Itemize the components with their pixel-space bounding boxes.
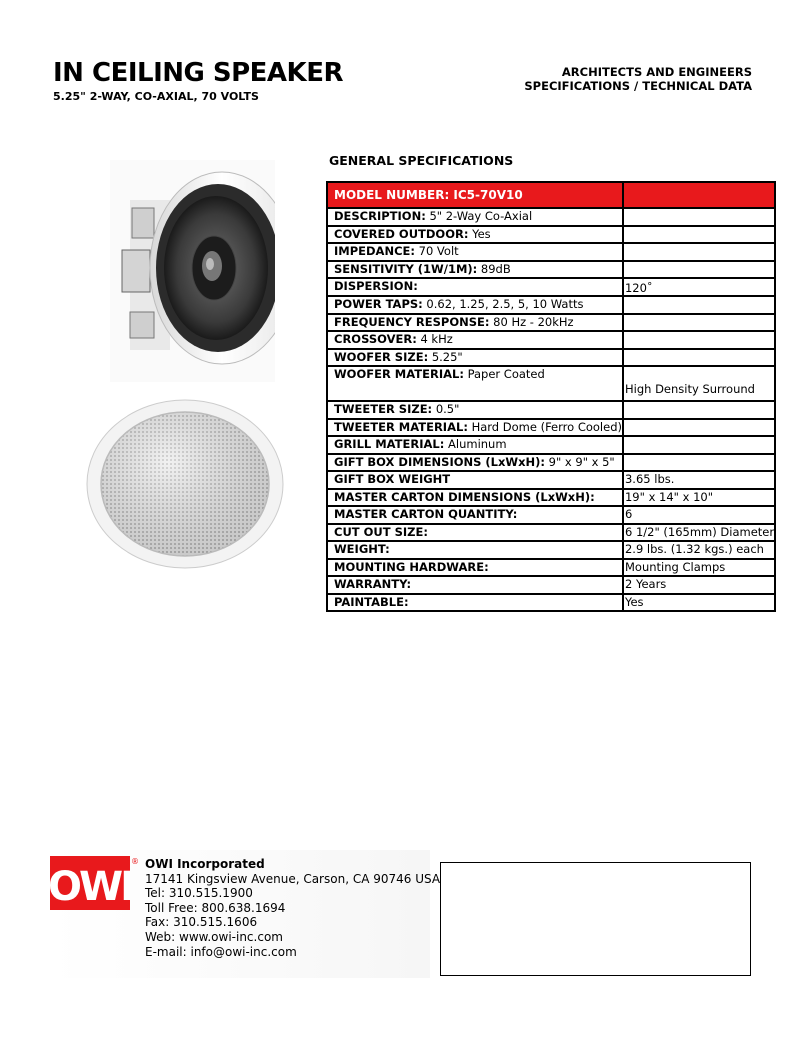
- heading-line-1: ARCHITECTS AND ENGINEERS: [561, 65, 752, 79]
- spec-label: CUT OUT SIZE:: [334, 524, 428, 539]
- spec-right-value: 6: [624, 507, 633, 521]
- spec-cell-left: [327, 226, 623, 244]
- spec-cell-right: [623, 436, 775, 454]
- spec-value: 70 Volt: [418, 244, 459, 258]
- spec-label: TWEETER MATERIAL:: [334, 419, 468, 434]
- spec-label: CROSSOVER:: [334, 332, 417, 346]
- spec-right-value: 2.9 lbs. (1.32 kgs.) each: [624, 542, 764, 556]
- spec-cell-left: [327, 366, 623, 401]
- spec-value: 4 kHz: [420, 332, 453, 346]
- spec-cell-left: [327, 471, 623, 489]
- spec-row: [327, 314, 775, 332]
- company-address: 17141 Kingsview Avenue, Carson, CA 90746 USA: [145, 871, 441, 886]
- toll-free-number: Toll Free: 800.638.1694: [145, 900, 286, 915]
- spec-label: GIFT BOX WEIGHT: [334, 472, 451, 486]
- spec-value: 0.62, 1.25, 2.5, 5, 10 Watts: [426, 297, 584, 311]
- spec-cell-right: [623, 208, 775, 226]
- spec-label: COVERED OUTDOOR:: [334, 226, 469, 241]
- spec-cell-left: [327, 594, 623, 612]
- spec-cell-right: [623, 366, 775, 401]
- spec-row: [327, 576, 775, 594]
- spec-right-value: Mounting Clamps: [624, 559, 726, 574]
- spec-label: GRILL MATERIAL:: [334, 437, 445, 451]
- spec-value: 89dB: [480, 261, 511, 276]
- spec-cell-right: [623, 349, 775, 367]
- spec-right-value: High Density Surround: [624, 382, 755, 396]
- notes-box: [440, 862, 751, 976]
- spec-value: 80 Hz - 20kHz: [493, 314, 574, 329]
- spec-cell-right: [623, 454, 775, 472]
- spec-right-value: 3.65 lbs.: [624, 472, 675, 486]
- spec-cell-left: [327, 559, 623, 577]
- company-name: OWI Incorporated: [145, 857, 265, 871]
- spec-cell-right: [623, 261, 775, 279]
- spec-label: MASTER CARTON DIMENSIONS (LxWxH):: [334, 489, 595, 504]
- spec-cell-left: [327, 314, 623, 332]
- spec-row: [327, 594, 775, 612]
- owi-logo: [50, 856, 130, 910]
- spec-label: GIFT BOX DIMENSIONS (LxWxH):: [334, 454, 546, 469]
- spec-right-value: 2 Years: [624, 577, 667, 591]
- spec-cell-left: [327, 576, 623, 594]
- contact-info: [145, 857, 440, 959]
- spec-value: 5" 2-Way Co-Axial: [429, 209, 533, 223]
- spec-cell-right: [623, 576, 775, 594]
- spec-row: [327, 261, 775, 279]
- spec-label: FREQUENCY RESPONSE:: [334, 314, 490, 329]
- spec-label: WOOFER MATERIAL:: [334, 367, 464, 381]
- spec-label: WARRANTY:: [334, 577, 412, 591]
- spec-row: [327, 559, 775, 577]
- spec-right-value: 19" x 14" x 10": [624, 489, 713, 504]
- logo-text: OWI: [50, 864, 130, 910]
- spec-label: TWEETER SIZE:: [334, 402, 433, 416]
- spec-row: [327, 208, 775, 226]
- page-subtitle: 5.25" 2-WAY, CO-AXIAL, 70 VOLTS: [53, 90, 259, 103]
- spec-value: 0.5": [435, 402, 460, 416]
- spec-cell-left: [327, 349, 623, 367]
- spec-label: WEIGHT:: [334, 542, 390, 556]
- spec-label: WOOFER SIZE:: [334, 349, 429, 364]
- speaker-side-photo: [110, 160, 275, 382]
- spec-row: [327, 436, 775, 454]
- spec-cell-right: [623, 226, 775, 244]
- spec-cell-left: [327, 524, 623, 542]
- spec-row: [327, 226, 775, 244]
- spec-row: [327, 471, 775, 489]
- spec-label: MOUNTING HARDWARE:: [334, 559, 489, 574]
- spec-row: [327, 541, 775, 559]
- spec-row: [327, 419, 775, 437]
- spec-cell-left: [327, 454, 623, 472]
- spec-cell-left: [327, 436, 623, 454]
- spec-value: Paper Coated: [467, 367, 545, 381]
- spec-row: [327, 278, 775, 296]
- spec-right-value: 120˚: [624, 281, 653, 295]
- spec-label: DISPERSION:: [334, 279, 418, 293]
- model-number: MODEL NUMBER: IC5-70V10: [327, 182, 623, 208]
- spec-cell-left: [327, 506, 623, 524]
- spec-row: [327, 524, 775, 542]
- spec-label: DESCRIPTION:: [334, 209, 426, 223]
- spec-cell-right: [623, 471, 775, 489]
- phone-number: Tel: 310.515.1900: [145, 886, 253, 901]
- spec-row: [327, 366, 775, 401]
- spec-value: 5.25": [431, 349, 463, 364]
- spec-cell-right: [623, 278, 775, 296]
- spec-row: [327, 506, 775, 524]
- spec-row: [327, 243, 775, 261]
- spec-row: [327, 401, 775, 419]
- spec-cell-right: [623, 314, 775, 332]
- spec-label: PAINTABLE:: [334, 594, 409, 609]
- spec-cell-left: [327, 419, 623, 437]
- spec-cell-right: [623, 243, 775, 261]
- page-title: IN CEILING SPEAKER: [53, 58, 343, 88]
- spec-cell-left: [327, 261, 623, 279]
- spec-cell-left: [327, 331, 623, 349]
- spec-label: POWER TAPS:: [334, 297, 423, 311]
- spec-cell-left: [327, 489, 623, 507]
- spec-cell-right: [623, 506, 775, 524]
- spec-value: Yes: [472, 226, 491, 241]
- spec-row: [327, 349, 775, 367]
- email-link[interactable]: E-mail: info@owi-inc.com: [145, 944, 297, 959]
- spec-header-row: [327, 182, 775, 208]
- model-number-blank: [623, 182, 775, 208]
- spec-right-value: 6 1/2" (165mm) Diameter: [624, 524, 775, 539]
- spec-value: Aluminum: [448, 437, 507, 451]
- spec-label: IMPEDANCE:: [334, 244, 415, 258]
- spec-cell-right: [623, 331, 775, 349]
- speaker-grill-photo: [85, 398, 285, 570]
- spec-row: [327, 489, 775, 507]
- spec-label: SENSITIVITY (1W/1M):: [334, 261, 478, 276]
- spec-cell-left: [327, 278, 623, 296]
- spec-cell-left: [327, 208, 623, 226]
- spec-row: [327, 454, 775, 472]
- spec-cell-left: [327, 401, 623, 419]
- spec-row: [327, 296, 775, 314]
- spec-cell-right: [623, 401, 775, 419]
- spec-cell-left: [327, 296, 623, 314]
- spec-value: 9" x 9" x 5": [548, 454, 615, 469]
- document-type-heading: [524, 65, 752, 93]
- spec-cell-left: [327, 243, 623, 261]
- spec-cell-right: [623, 524, 775, 542]
- spec-cell-right: [623, 296, 775, 314]
- spec-cell-right: [623, 419, 775, 437]
- spec-cell-right: [623, 541, 775, 559]
- spec-cell-right: [623, 489, 775, 507]
- website-link[interactable]: Web: www.owi-inc.com: [145, 929, 283, 944]
- spec-right-value: Yes: [624, 594, 644, 609]
- registered-mark: ®: [131, 857, 139, 866]
- spec-row: [327, 331, 775, 349]
- spec-table: [326, 181, 776, 612]
- spec-cell-left: [327, 541, 623, 559]
- spec-cell-right: [623, 559, 775, 577]
- spec-label: MASTER CARTON QUANTITY:: [334, 507, 518, 521]
- section-title: GENERAL SPECIFICATIONS: [329, 153, 514, 168]
- fax-number: Fax: 310.515.1606: [145, 915, 258, 930]
- spec-cell-right: [623, 594, 775, 612]
- heading-line-2: SPECIFICATIONS / TECHNICAL DATA: [524, 79, 752, 93]
- spec-value: Hard Dome (Ferro Cooled): [471, 419, 622, 434]
